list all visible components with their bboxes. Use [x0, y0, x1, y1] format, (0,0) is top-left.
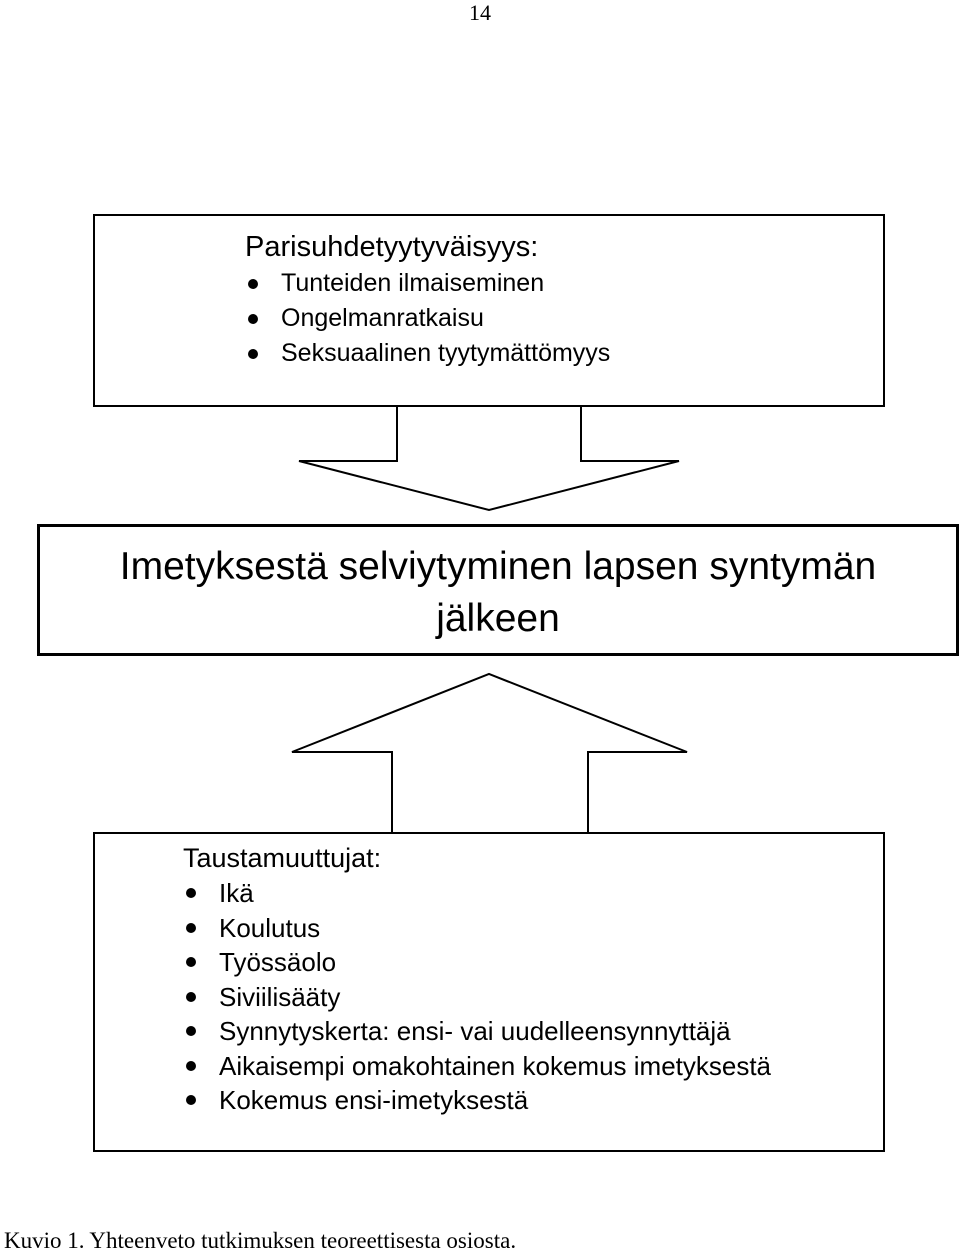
- up-arrow: [292, 674, 687, 834]
- bullet-icon: [186, 992, 196, 1002]
- list-item: Kokemus ensi-imetyksestä: [183, 1083, 771, 1118]
- bullet-icon: [186, 888, 196, 898]
- bullet-icon: [186, 1026, 196, 1036]
- list-item: Synnytyskerta: ensi- vai uudelleensynnyttäjä: [183, 1014, 771, 1049]
- list-item: Siviilisääty: [183, 980, 771, 1015]
- relationship-satisfaction-title: Parisuhdetyytyväisyys:: [245, 231, 539, 263]
- bullet-icon: [186, 1095, 196, 1105]
- list-item: Koulutus: [183, 911, 771, 946]
- breastfeeding-coping-box: [37, 524, 959, 656]
- bullet-icon: [186, 1061, 196, 1071]
- bullet-icon: [186, 923, 196, 933]
- figure-caption: Kuvio 1. Yhteenveto tutkimuksen teoreettisesta osiosta.: [4, 1228, 517, 1253]
- list-item: Aikaisempi omakohtainen kokemus imetyksestä: [183, 1049, 771, 1084]
- bullet-icon: [248, 314, 258, 324]
- relationship-satisfaction-box: [93, 214, 885, 407]
- bullet-icon: [248, 279, 258, 289]
- bullet-icon: [186, 957, 196, 967]
- list-item: Ongelmanratkaisu: [245, 301, 610, 336]
- list-item: Työssäolo: [183, 945, 771, 980]
- list-item: Tunteiden ilmaiseminen: [245, 266, 610, 301]
- background-variables-box: [93, 832, 885, 1152]
- list-item: Ikä: [183, 876, 771, 911]
- down-arrow: [299, 406, 679, 510]
- background-variables-list: [183, 876, 771, 1118]
- breastfeeding-coping-text: Imetyksestä selviytyminen lapsen syntymän jälkeen: [119, 545, 877, 640]
- bullet-icon: [248, 349, 258, 359]
- list-item: Seksuaalinen tyytymättömyys: [245, 336, 610, 371]
- page-number: 14: [469, 0, 491, 25]
- relationship-satisfaction-list: [245, 266, 610, 371]
- background-variables-title: Taustamuuttujat:: [183, 843, 382, 873]
